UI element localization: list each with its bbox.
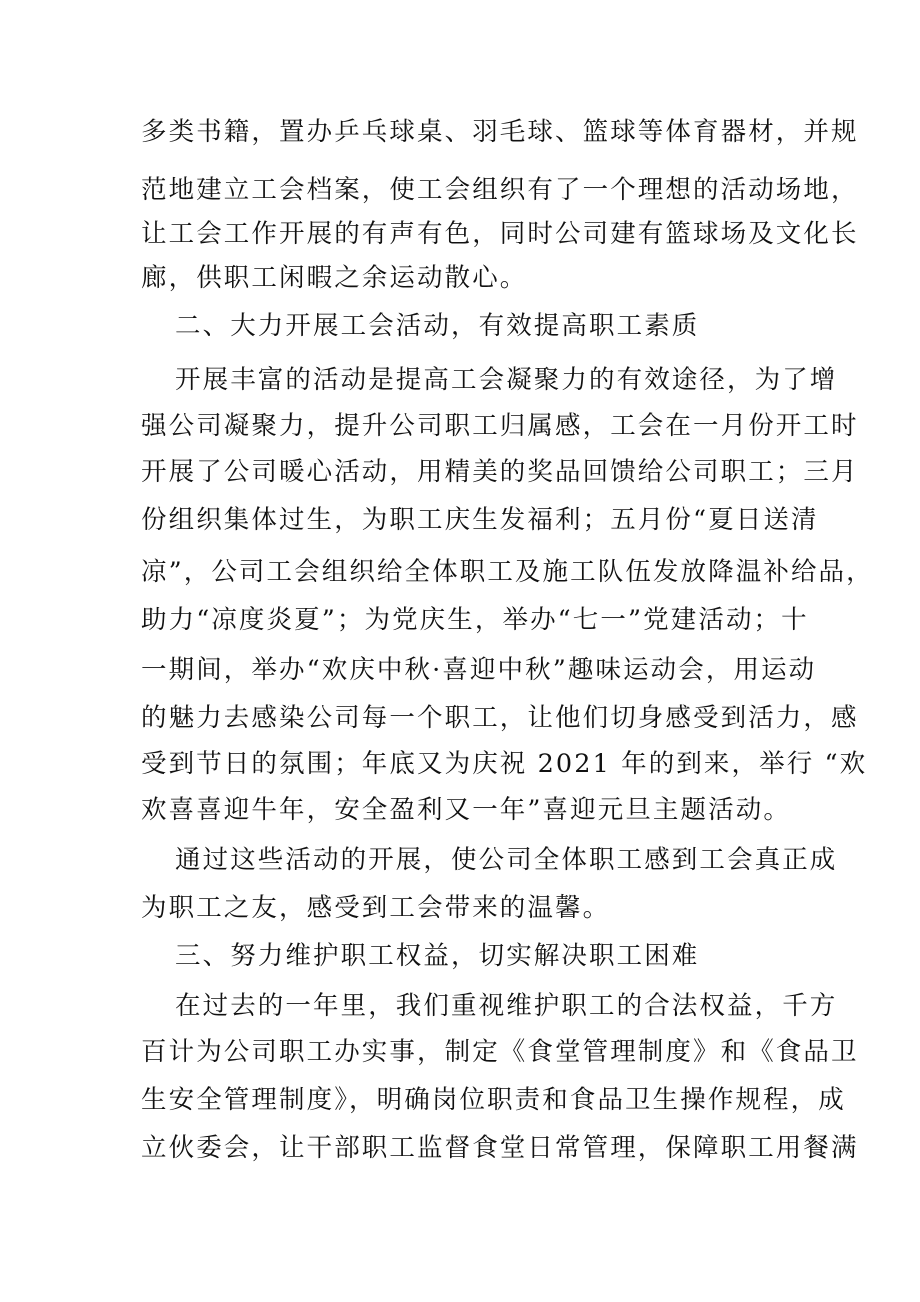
text-line: 立伙委会，让干部职工监督食堂日常管理，保障职工用餐满 (141, 1133, 859, 1163)
text-line: 受到节日的氛围；年底又为庆祝 2021 年的到来，举行 “欢 (141, 749, 868, 779)
text-line: 为职工之友，感受到工会带来的温馨。 (141, 893, 611, 923)
text-line: 范地建立工会档案，使工会组织有了一个理想的活动场地， (141, 175, 859, 205)
text-line: 通过这些活动的开展，使公司全体职工感到工会真正成 (175, 845, 838, 875)
text-line: 的魅力去感染公司每一个职工，让他们切身感受到活力，感 (141, 703, 859, 733)
text-line: 凉”，公司工会组织给全体职工及施工队伍发放降温补给品， (141, 557, 874, 587)
text-line: 开展了公司暖心活动，用精美的奖品回馈给公司职工；三月 (141, 457, 859, 487)
text-line: 开展丰富的活动是提高工会凝聚力的有效途径，为了增 (175, 365, 838, 395)
text-line: 廊，供职工闲暇之余运动散心。 (141, 263, 528, 293)
text-line: 强公司凝聚力，提升公司职工归属感，工会在一月份开工时 (141, 411, 859, 441)
section-heading: 二、大力开展工会活动，有效提高职工素质 (175, 311, 700, 341)
text-line: 份组织集体过生，为职工庆生发福利；五月份“夏日送清 (141, 505, 819, 535)
text-line: 欢喜喜迎牛年，安全盈利又一年”喜迎元旦主题活动。 (141, 795, 791, 825)
text-line: 一期间，举办“欢庆中秋·喜迎中秋”趣味运动会，用运动 (141, 655, 817, 685)
section-heading: 三、努力维护职工权益，切实解决职工困难 (175, 941, 700, 971)
text-line: 在过去的一年里，我们重视维护职工的合法权益，千方 (175, 991, 838, 1021)
text-line: 多类书籍，置办乒乓球桌、羽毛球、篮球等体育器材，并规 (141, 117, 859, 147)
text-line: 生安全管理制度》，明确岗位职责和食品卫生操作规程，成 (141, 1085, 846, 1115)
text-line: 助力“凉度炎夏”；为党庆生，举办“七一”党建活动；十 (141, 605, 809, 635)
text-line: 百计为公司职工办实事，制定《食堂管理制度》和《食品卫 (141, 1037, 859, 1067)
text-line: 让工会工作开展的有声有色，同时公司建有篮球场及文化长 (141, 219, 859, 249)
